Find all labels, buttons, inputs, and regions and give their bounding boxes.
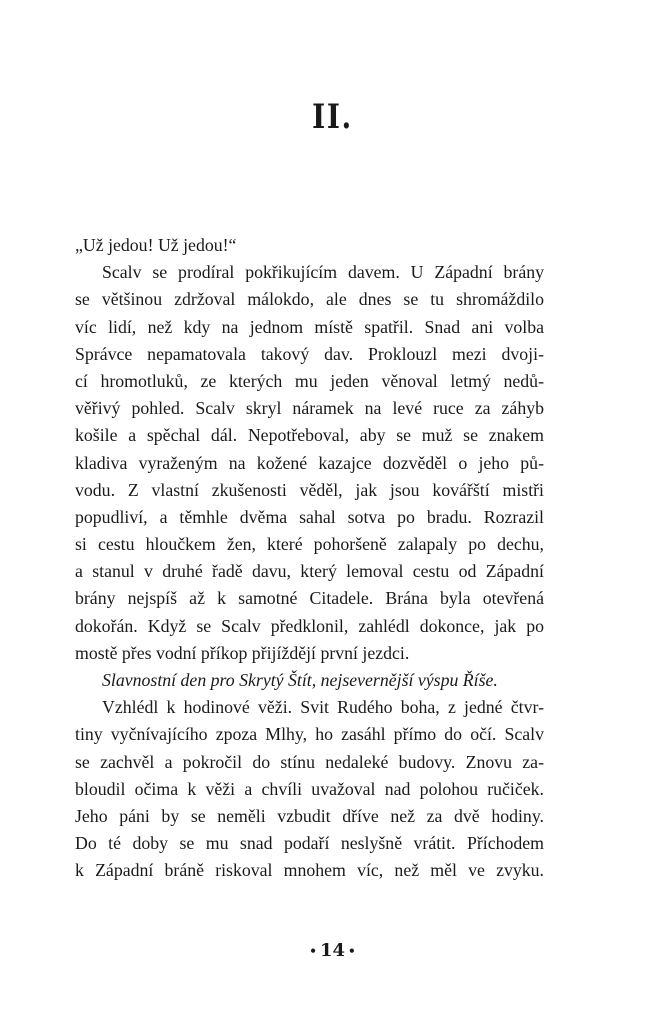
text-line: a stanul v druhé řadě davu, který lemoval cestu od Západní xyxy=(75,561,544,582)
folio-dot-right: • xyxy=(348,944,356,958)
text-line: Vzhlédl k hodinové věži. Svit Rudého boha, z jedné čtvr- xyxy=(102,697,544,718)
text-line: věřivý pohled. Scalv skryl náramek na levé ruce za záhyb xyxy=(75,398,544,419)
text-line: popudliví, a těmhle dvěma sahal sotva po bradu. Rozrazil xyxy=(75,506,544,527)
text-line: vodu. Z vlastní zkušenosti věděl, jak jsou kovářští mistři xyxy=(75,479,544,500)
chapter-title: II. xyxy=(312,97,353,137)
folio-dot-left: • xyxy=(309,944,317,958)
text-line: mostě přes vodní příkop přijíždějí první jezdci. xyxy=(75,642,410,663)
text-line: se většinou zdržoval málokdo, ale dnes se tu shromáždilo xyxy=(75,289,544,310)
text-line: Jeho páni by se neměli vzbudit dříve než za dvě hodiny. xyxy=(75,805,544,826)
text-line: si cestu hloučkem žen, které pohoršeně zalapaly po dechu, xyxy=(75,534,544,555)
text-line: Správce nepamatovala takový dav. Proklouzl mezi dvoji- xyxy=(75,343,544,364)
text-line: víc lidí, než kdy na jednom místě spatřil. Snad ani volba xyxy=(75,316,544,337)
text-line: se zachvěl a pokročil do stínu nedaleké budovy. Znovu za- xyxy=(75,751,544,772)
text-line: tiny vyčnívajícího zpoza Mlhy, ho zasáhl přímo do očí. Scalv xyxy=(75,724,544,745)
body-text xyxy=(75,232,544,885)
text-line: košile a spěchal dál. Nepotřeboval, aby se muž se znakem xyxy=(75,425,544,446)
text-line: kladiva vyraženým na kožené kazajce dozvěděl o jeho pů- xyxy=(75,452,544,473)
text-line: k Západní bráně riskoval mnohem víc, než měl ve zvyku. xyxy=(75,860,544,881)
text-line: Scalv se prodíral pokřikujícím davem. U Západní brány xyxy=(102,262,544,283)
text-line: Do té doby se mu snad podaří neslyšně vrátit. Příchodem xyxy=(75,833,544,854)
text-line: cí hromotluků, ze kterých mu jeden věnoval letmý nedů- xyxy=(75,370,544,391)
page-number: 14 xyxy=(319,940,346,961)
text-line: Slavnostní den pro Skrytý Štít, nejsevernější výspu Říše. xyxy=(102,670,498,690)
text-line: „Už jedou! Už jedou!“ xyxy=(75,235,237,255)
text-line: dokořán. Když se Scalv předklonil, zahlédl dokonce, jak po xyxy=(75,615,544,636)
page-number-footer xyxy=(0,940,665,961)
text-line: brány nejspíš až k samotné Citadele. Brána byla otevřená xyxy=(75,588,544,609)
text-line: bloudil očima k věži a chvíli uvažoval nad polohou ručiček. xyxy=(75,778,544,799)
